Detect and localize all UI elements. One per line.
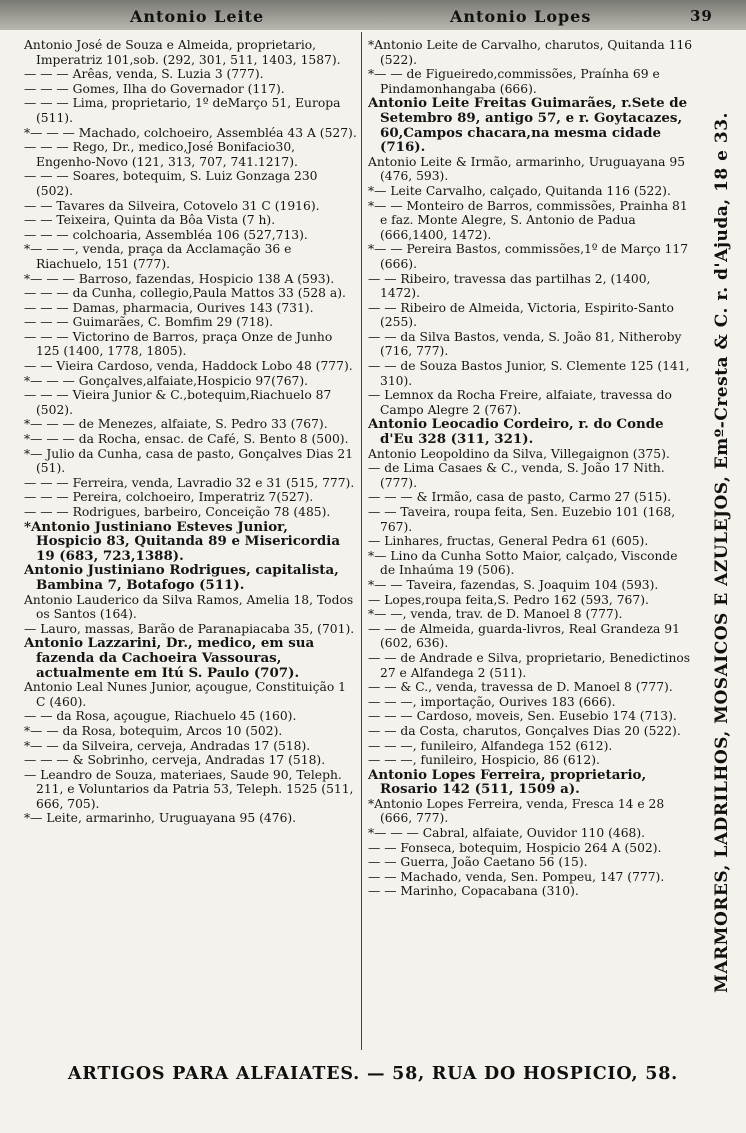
directory-entry: — Linhares, fructas, General Pedra 61 (605). [368, 534, 649, 549]
directory-entry: — — — & Irmão, casa de pasto, Carmo 27 (515). [368, 490, 672, 505]
directory-entry: — — — Cardoso, moveis, Sen. Eusebio 174 (713). [368, 709, 677, 724]
directory-entry: Antonio Leite & Irmão, armarinho, Uruguayana 95 (476, 593). [368, 154, 686, 184]
directory-entry: *— — da Rosa, botequim, Arcos 10 (502). [24, 723, 283, 738]
directory-entry: *— — —, venda, praça da Acclamação 36 e Riachuelo, 151 (777). [24, 242, 292, 271]
directory-entry: Antonio Lazzarini, Dr., medico, em sua fazenda da Cachoeira Vassouras, actualmente em Itú S. Paulo (707). [24, 635, 315, 681]
directory-entry: Antonio José de Souza e Almeida, proprietario, Imperatriz 101,sob. (292, 301, 511, 1403, 1587). [24, 38, 341, 67]
directory-entry: *Antonio Leite de Carvalho, charutos, Quitanda 116 (522). [368, 38, 693, 67]
directory-entry: *— — — Machado, colchoeiro, Assembléa 43 A (527). [24, 125, 357, 140]
directory-entry: — — Marinho, Copacabana (310). [368, 884, 579, 899]
header-right-name: Antonio Lopes [450, 7, 592, 26]
directory-entry: *— — da Silveira, cerveja, Andradas 17 (518). [24, 738, 311, 753]
directory-entry: *— Julio da Cunha, casa de pasto, Gonçalves Dias 21 (51). [24, 446, 354, 476]
directory-entry: — — — & Sobrinho, cerveja, Andradas 17 (518). [24, 753, 326, 768]
directory-entry: — — —, funileiro, Hospicio, 86 (612). [368, 753, 600, 768]
directory-entry: — — de Almeida, guarda-livros, Real Grandeza 91 (602, 636). [368, 621, 680, 651]
directory-entry: *Antonio Justiniano Esteves Junior, Hospicio 83, Quitanda 89 e Misericordia 19 (683, 723,1388). [24, 518, 341, 564]
column-divider [361, 32, 362, 1050]
directory-entry: — — da Silva Bastos, venda, S. João 81, Nitheroby (716, 777). [368, 329, 682, 359]
directory-entry: *— — — Barroso, fazendas, Hospicio 138 A (593). [24, 271, 335, 286]
directory-entry: Antonio Leal Nunes Junior, açougue, Constituição 1 C (460). [24, 680, 346, 709]
directory-entry: — — Machado, venda, Sen. Pompeu, 147 (777). [368, 869, 665, 884]
directory-entry: — — — da Cunha, collegio,Paula Mattos 33 (528 a). [24, 286, 346, 301]
directory-entry: *— Leite Carvalho, calçado, Quitanda 116 (522). [368, 183, 671, 198]
directory-entry: — Lauro, massas, Barão de Paranapiacaba 35, (701). [24, 621, 355, 636]
directory-entry: *— — Taveira, fazendas, S. Joaquim 104 (593). [368, 577, 659, 592]
directory-entry: — — — Rego, Dr., medico,José Bonifacio30, Engenho-Novo (121, 313, 707, 741.1217). [24, 140, 298, 169]
directory-entry: — — Teixeira, Quinta da Bôa Vista (7 h). [24, 213, 276, 228]
directory-entry: Antonio Leite Freitas Guimarães, r.Sete de Setembro 89, antigo 57, e r. Goytacazes, 60,Campos chacara,na mesma cidade (716). [368, 95, 688, 156]
directory-entry: — — — Damas, pharmacia, Ourives 143 (731). [24, 300, 314, 315]
directory-entry: — — Ribeiro de Almeida, Victoria, Espirito-Santo (255). [368, 300, 674, 330]
directory-entry: *— — Pereira Bastos, commissões,1º de Março 117 (666). [368, 242, 689, 271]
directory-entry: — — —, funileiro, Alfandega 152 (612). [368, 738, 613, 753]
left-column [24, 38, 358, 1053]
directory-entry: — — de Andrade e Silva, proprietario, Benedictinos 27 e Alfandega 2 (511). [368, 650, 691, 680]
side-advertisement [703, 60, 741, 1045]
directory-entry: Antonio Lopes Ferreira, proprietario, Rosario 142 (511, 1509 a). [368, 766, 647, 798]
directory-entry: *— — — da Rocha, ensac. de Café, S. Bento 8 (500). [24, 432, 349, 447]
directory-entry: — — de Souza Bastos Junior, S. Clemente 125 (141, 310). [368, 359, 690, 388]
directory-entry: *— — Monteiro de Barros, commissões, Prainha 81 e faz. Monte Alegre, S. Antonio de Padua (666,1400, 1472). [368, 198, 688, 242]
directory-entry: — — & C., venda, travessa de D. Manoel 8 (777). [368, 680, 673, 695]
directory-entry: — Lemnox da Rocha Freire, alfaiate, travessa do Campo Alegre 2 (767). [368, 388, 672, 417]
header-band [0, 0, 746, 30]
directory-entry: — — Ribeiro, travessa das partilhas 2, (1400, 1472). [368, 271, 651, 301]
directory-entry: — — —, importação, Ourives 183 (666). [368, 694, 616, 709]
header-left-name: Antonio Leite [130, 7, 265, 26]
directory-entry: — — Vieira Cardoso, venda, Haddock Lobo 48 (777). [24, 359, 353, 374]
directory-entry: — — — Victorino de Barros, praça Onze de Junho 125 (1400, 1778, 1805). [24, 329, 333, 359]
directory-entry: *— Leite, armarinho, Uruguayana 95 (476). [24, 811, 297, 826]
directory-entry: — — Fonseca, botequim, Hospicio 264 A (502). [368, 840, 662, 855]
directory-entry: — — da Costa, charutos, Gonçalves Dias 20 (522). [368, 723, 681, 738]
right-column [368, 38, 693, 1053]
directory-entry: Antonio Justiniano Rodrigues, capitalista, Bambina 7, Botafogo (511). [24, 562, 339, 593]
footer-advertisement: ARTIGOS PARA ALFAIATES. — 58, RUA DO HOSPICIO, 58. [67, 1064, 679, 1084]
directory-entry: — — Taveira, roupa feita, Sen. Euzebio 101 (168, 767). [368, 505, 676, 534]
directory-entry: — — — Lima, proprietario, 1º deMarço 51, Europa (511). [24, 96, 341, 125]
directory-entry: — de Lima Casaes & C., venda, S. João 17 Nith. (777). [368, 461, 665, 490]
directory-entry: *— — — de Menezes, alfaiate, S. Pedro 33 (767). [24, 417, 328, 432]
page-number: 39 [690, 7, 713, 25]
directory-entry: — — — Arêas, venda, S. Luzia 3 (777). [24, 67, 264, 82]
directory-entry: — — da Rosa, açougue, Riachuelo 45 (160). [24, 709, 297, 724]
directory-entry: *— — — Gonçalves,alfaiate,Hospicio 97(767). [24, 373, 309, 388]
directory-entry: — — — Gomes, Ilha do Governador (117). [24, 81, 285, 96]
directory-entry: — Leandro de Souza, materiaes, Saude 90, Teleph. 211, e Voluntarios da Patria 53, Teleph. 1525 (511, 666, 705). [24, 767, 354, 811]
directory-entry: *— — — Cabral, alfaiate, Ouvidor 110 (468). [368, 826, 646, 841]
directory-entry: — Lopes,roupa feita,S. Pedro 162 (593, 767). [368, 592, 649, 607]
directory-entry: *— —, venda, trav. de D. Manoel 8 (777). [368, 607, 623, 622]
directory-entry: — — — Vieira Junior & C.,botequim,Riachuelo 87 (502). [24, 388, 332, 417]
directory-entry: — — Tavares da Silveira, Cotovelo 31 C (1916). [24, 198, 320, 213]
directory-entry: *— Lino da Cunha Sotto Maior, calçado, Visconde de Inhaúma 19 (506). [368, 548, 678, 578]
directory-entry: *— — de Figueiredo,commissões, Praínha 69 e Pindamonhangaba (666). [368, 67, 660, 96]
side-advertisement-text: MARMORES, LADRILHOS, MOSAICOS E AZULEJOS, Emº-Cresta & C. r. d'Ajuda, 18 e 33. [712, 112, 732, 993]
directory-entry: — — — Soares, botequim, S. Luiz Gonzaga 230 (502). [24, 169, 318, 198]
directory-entry: Antonio Lauderico da Silva Ramos, Amelia 18, Todos os Santos (164). [24, 592, 354, 622]
directory-entry: — — Guerra, João Caetano 56 (15). [368, 855, 588, 870]
directory-entry: — — — Pereira, colchoeiro, Imperatriz 7(527). [24, 490, 314, 505]
directory-entry: — — — Guimarães, C. Bomfim 29 (718). [24, 315, 274, 330]
directory-entry: — — — Ferreira, venda, Lavradio 32 e 31 (515, 777). [24, 475, 355, 490]
directory-entry: — — — Rodrigues, barbeiro, Conceição 78 (485). [24, 505, 331, 519]
directory-entry: *Antonio Lopes Ferreira, venda, Fresca 14 e 28 (666, 777). [368, 796, 665, 826]
directory-entry: — — — colchoaria, Assembléa 106 (527,713). [24, 227, 308, 242]
directory-entry: Antonio Leopoldino da Silva, Villegaignon (375). [368, 446, 670, 461]
directory-entry: Antonio Leocadio Cordeiro, r. do Conde d'Eu 328 (311, 321). [368, 416, 664, 448]
